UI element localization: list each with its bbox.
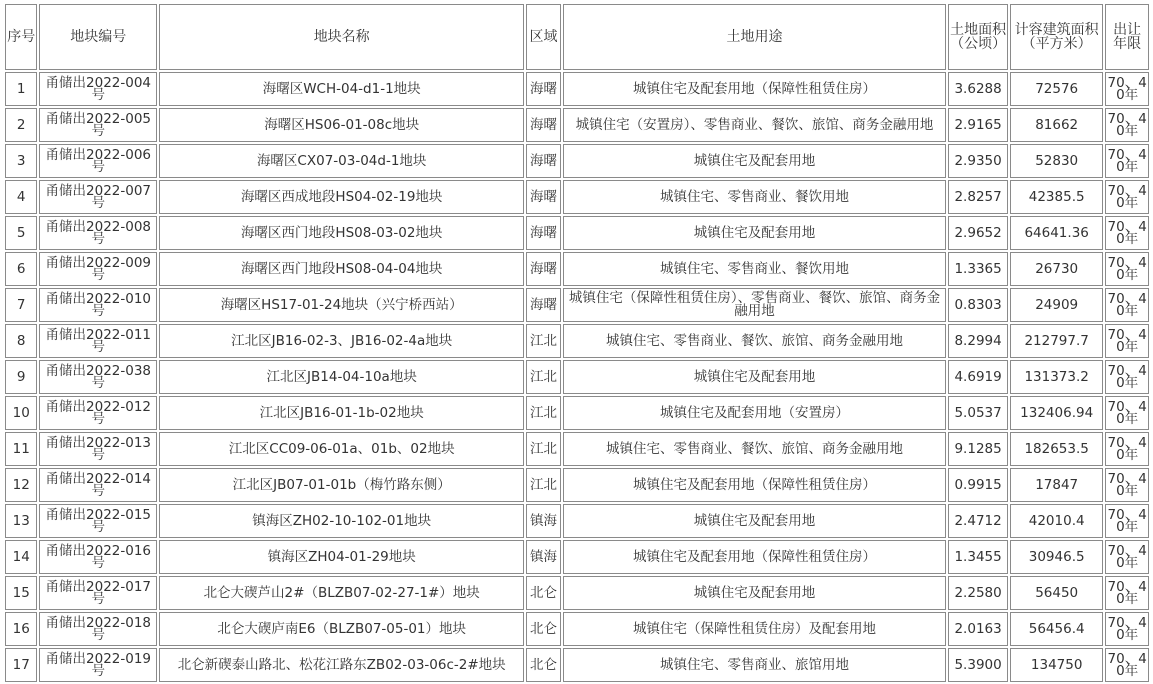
cell-floor-area: 42385.5 [1010, 180, 1103, 214]
cell-land-use: 城镇住宅及配套用地（保障性租赁住房） [563, 540, 946, 574]
cell-seq: 10 [5, 396, 37, 430]
cell-floor-area: 17847 [1010, 468, 1103, 502]
cell-seq: 8 [5, 324, 37, 358]
cell-parcel-code: 甬储出2022-005号 [39, 108, 157, 142]
land-parcel-table [3, 2, 1151, 684]
cell-parcel-code: 甬储出2022-008号 [39, 216, 157, 250]
cell-lease-term: 70、40年 [1105, 396, 1149, 430]
header-code: 地块编号 [39, 4, 157, 70]
cell-floor-area: 64641.36 [1010, 216, 1103, 250]
cell-parcel-name: 江北区JB16-01-1b-02地块 [159, 396, 524, 430]
cell-floor-area: 30946.5 [1010, 540, 1103, 574]
cell-lease-term: 70、40年 [1105, 324, 1149, 358]
cell-district: 海曙 [526, 108, 560, 142]
cell-district: 江北 [526, 468, 560, 502]
cell-district: 江北 [526, 432, 560, 466]
cell-floor-area: 24909 [1010, 288, 1103, 322]
table-row [5, 288, 1149, 322]
cell-land-use: 城镇住宅（保障性租赁住房）及配套用地 [563, 612, 946, 646]
cell-land-use: 城镇住宅（保障性租赁住房）、零售商业、餐饮、旅馆、商务金融用地 [563, 288, 946, 322]
cell-parcel-name: 海曙区西成地段HS04-02-19地块 [159, 180, 524, 214]
cell-land-use: 城镇住宅及配套用地（安置房） [563, 396, 946, 430]
cell-floor-area: 131373.2 [1010, 360, 1103, 394]
cell-land-area: 2.2580 [948, 576, 1008, 610]
cell-parcel-code: 甬储出2022-010号 [39, 288, 157, 322]
table-row [5, 108, 1149, 142]
cell-seq: 5 [5, 216, 37, 250]
cell-parcel-name: 北仑新碶泰山路北、松花江路东ZB02-03-06c-2#地块 [159, 648, 524, 682]
cell-lease-term: 70、40年 [1105, 144, 1149, 178]
header-seq: 序号 [5, 4, 37, 70]
cell-lease-term: 70、40年 [1105, 432, 1149, 466]
cell-district: 海曙 [526, 216, 560, 250]
cell-parcel-code: 甬储出2022-019号 [39, 648, 157, 682]
cell-land-area: 1.3455 [948, 540, 1008, 574]
cell-land-area: 5.3900 [948, 648, 1008, 682]
cell-parcel-code: 甬储出2022-012号 [39, 396, 157, 430]
header-term: 出让年限 [1105, 4, 1149, 70]
cell-parcel-code: 甬储出2022-013号 [39, 432, 157, 466]
cell-parcel-code: 甬储出2022-018号 [39, 612, 157, 646]
header-use: 土地用途 [563, 4, 946, 70]
cell-parcel-name: 镇海区ZH02-10-102-01地块 [159, 504, 524, 538]
cell-parcel-name: 海曙区西门地段HS08-03-02地块 [159, 216, 524, 250]
table-row [5, 216, 1149, 250]
cell-district: 镇海 [526, 504, 560, 538]
cell-land-use: 城镇住宅、零售商业、餐饮、旅馆、商务金融用地 [563, 432, 946, 466]
header-zone: 区域 [526, 4, 560, 70]
cell-parcel-code: 甬储出2022-011号 [39, 324, 157, 358]
cell-lease-term: 70、40年 [1105, 612, 1149, 646]
cell-parcel-name: 江北区CC09-06-01a、01b、02地块 [159, 432, 524, 466]
table-header-row [5, 4, 1149, 70]
cell-district: 海曙 [526, 144, 560, 178]
cell-parcel-name: 江北区JB07-01-01b（梅竹路东侧） [159, 468, 524, 502]
cell-floor-area: 56450 [1010, 576, 1103, 610]
cell-parcel-code: 甬储出2022-009号 [39, 252, 157, 286]
cell-land-use: 城镇住宅、零售商业、餐饮用地 [563, 252, 946, 286]
cell-parcel-code: 甬储出2022-014号 [39, 468, 157, 502]
cell-lease-term: 70、40年 [1105, 468, 1149, 502]
cell-land-area: 2.9165 [948, 108, 1008, 142]
cell-parcel-name: 镇海区ZH04-01-29地块 [159, 540, 524, 574]
cell-floor-area: 182653.5 [1010, 432, 1103, 466]
cell-lease-term: 70、40年 [1105, 360, 1149, 394]
cell-district: 北仑 [526, 576, 560, 610]
header-name: 地块名称 [159, 4, 524, 70]
cell-district: 海曙 [526, 288, 560, 322]
cell-parcel-code: 甬储出2022-015号 [39, 504, 157, 538]
cell-parcel-name: 海曙区西门地段HS08-04-04地块 [159, 252, 524, 286]
cell-floor-area: 56456.4 [1010, 612, 1103, 646]
table-row [5, 324, 1149, 358]
table-row [5, 648, 1149, 682]
cell-parcel-code: 甬储出2022-017号 [39, 576, 157, 610]
cell-district: 镇海 [526, 540, 560, 574]
cell-lease-term: 70、40年 [1105, 288, 1149, 322]
cell-land-area: 3.6288 [948, 72, 1008, 106]
cell-lease-term: 70、40年 [1105, 648, 1149, 682]
cell-parcel-code: 甬储出2022-007号 [39, 180, 157, 214]
table-row [5, 72, 1149, 106]
cell-land-use: 城镇住宅及配套用地（保障性租赁住房） [563, 72, 946, 106]
cell-land-area: 2.0163 [948, 612, 1008, 646]
table-row [5, 252, 1149, 286]
cell-land-area: 0.8303 [948, 288, 1008, 322]
header-gfa: 计容建筑面积（平方米） [1010, 4, 1103, 70]
cell-seq: 1 [5, 72, 37, 106]
cell-land-use: 城镇住宅（安置房）、零售商业、餐饮、旅馆、商务金融用地 [563, 108, 946, 142]
cell-district: 北仑 [526, 612, 560, 646]
cell-district: 江北 [526, 396, 560, 430]
cell-parcel-name: 海曙区CX07-03-04d-1地块 [159, 144, 524, 178]
cell-district: 江北 [526, 360, 560, 394]
cell-parcel-name: 江北区JB16-02-3、JB16-02-4a地块 [159, 324, 524, 358]
cell-district: 江北 [526, 324, 560, 358]
cell-land-area: 4.6919 [948, 360, 1008, 394]
table-row [5, 540, 1149, 574]
cell-land-area: 8.2994 [948, 324, 1008, 358]
cell-floor-area: 81662 [1010, 108, 1103, 142]
cell-seq: 16 [5, 612, 37, 646]
table-row [5, 612, 1149, 646]
cell-land-area: 2.9652 [948, 216, 1008, 250]
cell-seq: 17 [5, 648, 37, 682]
cell-lease-term: 70、40年 [1105, 108, 1149, 142]
cell-floor-area: 132406.94 [1010, 396, 1103, 430]
cell-land-use: 城镇住宅、零售商业、旅馆用地 [563, 648, 946, 682]
cell-land-use: 城镇住宅、零售商业、餐饮、旅馆、商务金融用地 [563, 324, 946, 358]
table-row [5, 468, 1149, 502]
table-row [5, 396, 1149, 430]
cell-floor-area: 134750 [1010, 648, 1103, 682]
cell-land-area: 1.3365 [948, 252, 1008, 286]
cell-seq: 15 [5, 576, 37, 610]
cell-seq: 7 [5, 288, 37, 322]
cell-seq: 13 [5, 504, 37, 538]
cell-district: 北仑 [526, 648, 560, 682]
cell-district: 海曙 [526, 252, 560, 286]
cell-lease-term: 70、40年 [1105, 216, 1149, 250]
cell-district: 海曙 [526, 180, 560, 214]
cell-land-use: 城镇住宅及配套用地 [563, 144, 946, 178]
cell-floor-area: 212797.7 [1010, 324, 1103, 358]
cell-floor-area: 52830 [1010, 144, 1103, 178]
cell-parcel-code: 甬储出2022-006号 [39, 144, 157, 178]
cell-lease-term: 70、40年 [1105, 252, 1149, 286]
cell-land-use: 城镇住宅及配套用地（保障性租赁住房） [563, 468, 946, 502]
cell-floor-area: 26730 [1010, 252, 1103, 286]
table-row [5, 432, 1149, 466]
cell-land-use: 城镇住宅及配套用地 [563, 576, 946, 610]
cell-seq: 2 [5, 108, 37, 142]
cell-floor-area: 72576 [1010, 72, 1103, 106]
table-row [5, 360, 1149, 394]
cell-seq: 14 [5, 540, 37, 574]
cell-land-use: 城镇住宅及配套用地 [563, 360, 946, 394]
cell-lease-term: 70、40年 [1105, 504, 1149, 538]
cell-parcel-name: 北仑大碶芦山2#（BLZB07-02-27-1#）地块 [159, 576, 524, 610]
cell-parcel-name: 海曙区HS06-01-08c地块 [159, 108, 524, 142]
cell-land-area: 5.0537 [948, 396, 1008, 430]
table-row [5, 144, 1149, 178]
cell-land-use: 城镇住宅及配套用地 [563, 216, 946, 250]
table-row [5, 576, 1149, 610]
cell-land-area: 2.9350 [948, 144, 1008, 178]
cell-parcel-code: 甬储出2022-038号 [39, 360, 157, 394]
cell-land-area: 0.9915 [948, 468, 1008, 502]
cell-seq: 9 [5, 360, 37, 394]
cell-seq: 6 [5, 252, 37, 286]
cell-seq: 3 [5, 144, 37, 178]
cell-floor-area: 42010.4 [1010, 504, 1103, 538]
cell-seq: 11 [5, 432, 37, 466]
cell-land-area: 9.1285 [948, 432, 1008, 466]
cell-land-use: 城镇住宅及配套用地 [563, 504, 946, 538]
cell-lease-term: 70、40年 [1105, 72, 1149, 106]
cell-lease-term: 70、40年 [1105, 576, 1149, 610]
cell-lease-term: 70、40年 [1105, 540, 1149, 574]
cell-lease-term: 70、40年 [1105, 180, 1149, 214]
cell-seq: 4 [5, 180, 37, 214]
cell-parcel-name: 江北区JB14-04-10a地块 [159, 360, 524, 394]
cell-parcel-name: 海曙区HS17-01-24地块（兴宁桥西站） [159, 288, 524, 322]
cell-district: 海曙 [526, 72, 560, 106]
cell-land-area: 2.4712 [948, 504, 1008, 538]
header-area: 土地面积（公顷） [948, 4, 1008, 70]
table-row [5, 180, 1149, 214]
cell-parcel-name: 海曙区WCH-04-d1-1地块 [159, 72, 524, 106]
table-row [5, 504, 1149, 538]
cell-parcel-code: 甬储出2022-004号 [39, 72, 157, 106]
cell-seq: 12 [5, 468, 37, 502]
cell-land-use: 城镇住宅、零售商业、餐饮用地 [563, 180, 946, 214]
cell-parcel-name: 北仑大碶庐南E6（BLZB07-05-01）地块 [159, 612, 524, 646]
cell-land-area: 2.8257 [948, 180, 1008, 214]
cell-parcel-code: 甬储出2022-016号 [39, 540, 157, 574]
